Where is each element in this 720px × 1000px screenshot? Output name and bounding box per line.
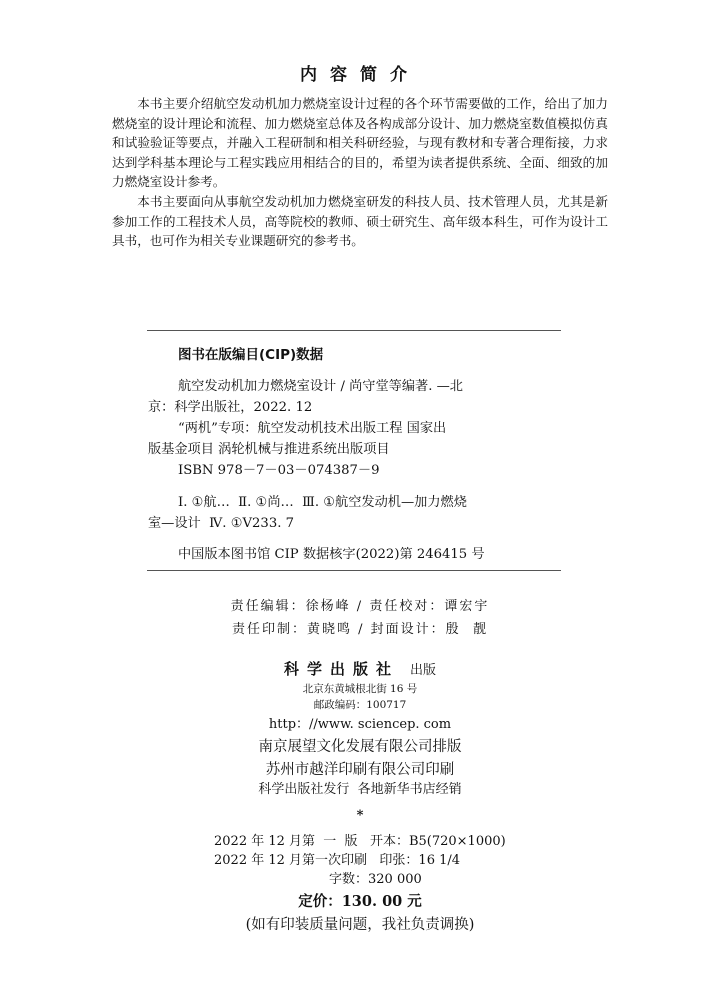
cip-check-number: 中国版本图书馆 CIP 数据核字(2022)第 246415 号: [178, 547, 485, 562]
price-label: 定价：: [298, 893, 342, 910]
publisher-postcode: 邮政编码：100717: [313, 699, 407, 711]
publisher-address: 北京东黄城根北街 16 号: [302, 683, 418, 695]
quality-note: (如有印装质量问题，我社负责调换): [245, 917, 475, 933]
cip-line: 京：科学出版社，2022. 12: [148, 400, 313, 415]
edition-line-2: 2022 年 12 月第一次印刷 印张：16 1/4: [214, 853, 461, 868]
cip-line: Ⅰ. ①航… Ⅱ. ①尚… Ⅲ. ①航空发动机—加力燃烧: [178, 495, 467, 510]
publisher-logo: 科学出版社: [283, 660, 399, 678]
cip-line: 室—设计 Ⅳ. ①V233. 7: [148, 516, 294, 531]
word-count: 字数：320 000: [329, 872, 422, 887]
price-value: 130. 00 元: [341, 893, 422, 910]
cip-line: “两机”专项：航空发动机技术出版工程 国家出: [178, 421, 447, 436]
cip-top-divider: [147, 330, 561, 331]
cip-bottom-divider: [147, 570, 561, 571]
typesetter: 南京展望文化发展有限公司排版: [258, 739, 462, 755]
price-line: [0, 890, 720, 911]
summary-paragraph-1: 本书主要介绍航空发动机加力燃烧室设计过程的各个环节需要做的工作，给出了加力燃烧室的设计理论和流程、加力燃烧室总体及各构成部分设计、加力燃烧室数值模拟仿真和试验验证等要点，并融入工程研制和相关科研经验，与现有教材和专著合理衔接，力求达到学科基本理论与工程实践应用相结合的目的，希望为读者提供系统、全面、细致的加力燃烧室设计参考。: [112, 96, 608, 190]
edition-line-1: 2022 年 12 月第 一 版 开本：B5(720×1000): [214, 834, 506, 849]
cip-line: 航空发动机加力燃烧室设计 / 尚守堂等编著. —北: [178, 379, 463, 394]
publisher-suffix: 出版: [410, 663, 437, 678]
section-divider-asterisk: *: [356, 808, 364, 823]
publisher-line: [0, 658, 720, 679]
cip-line: 版基金项目 涡轮机械与推进系统出版项目: [148, 442, 390, 457]
cip-isbn: ISBN 978－7－03－074387－9: [178, 463, 380, 478]
page-title: 内容简介: [300, 65, 420, 85]
publisher-url: http：//www. sciencep. com: [268, 717, 452, 732]
credits-production: 责任印制：黄晓鸣 / 封面设计：殷 靓: [232, 622, 488, 637]
printer: 苏州市越洋印刷有限公司印刷: [265, 762, 455, 778]
credits-editors: 责任编辑：徐杨峰 / 责任校对：谭宏宇: [230, 599, 490, 614]
distribution: 科学出版社发行 各地新华书店经销: [258, 782, 462, 797]
cip-heading: 图书在版编目(CIP)数据: [178, 347, 324, 363]
summary-paragraph-2: 本书主要面向从事航空发动机加力燃烧室研发的科技人员、技术管理人员，尤其是新参加工作的工程技术人员，高等院校的教师、硕士研究生、高年级本科生，可作为设计工具书，也可作为相关专业课题研究的参考书。: [112, 194, 608, 249]
